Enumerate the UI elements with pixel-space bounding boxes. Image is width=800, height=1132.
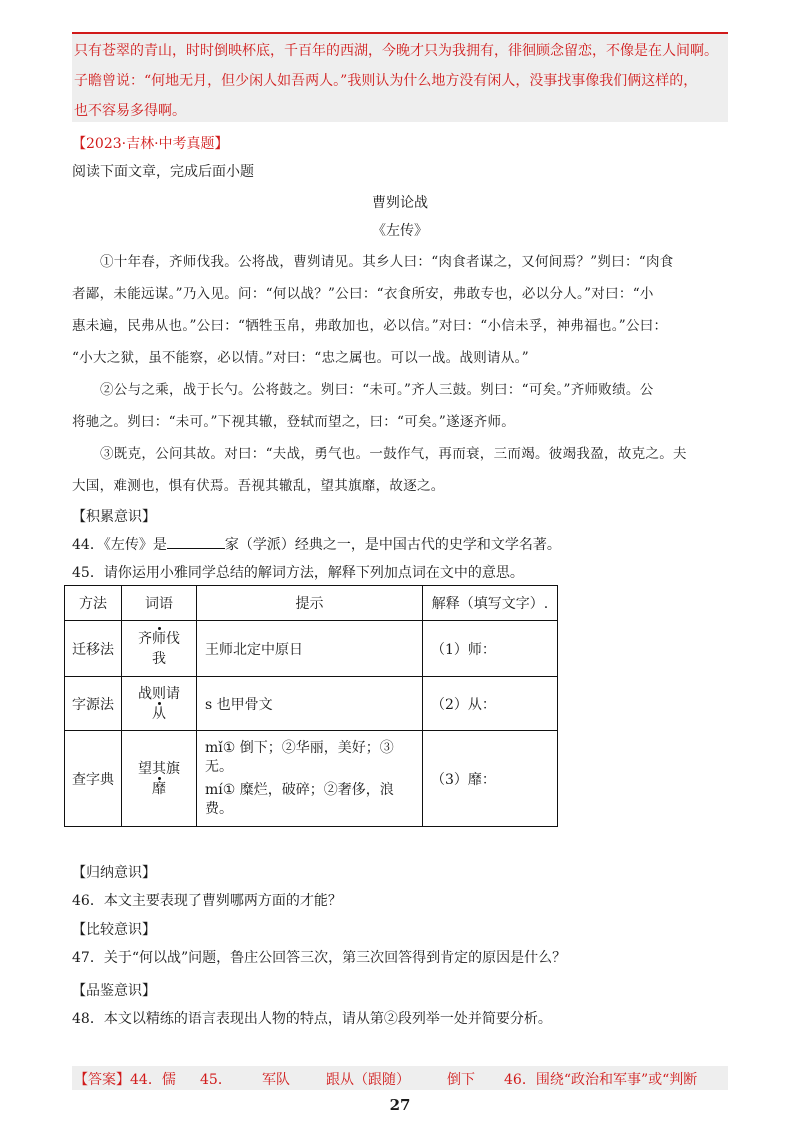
answer-45-3: 倒下 xyxy=(447,1072,475,1088)
answer-45-2: 跟从（跟随） xyxy=(326,1072,410,1088)
passage-line: ①十年春，齐师伐我。公将战，曹刿请见。其乡人曰：“肉食者谋之，又何间焉？”刿曰：“肉食 xyxy=(100,254,674,270)
answer-blank[interactable] xyxy=(167,536,225,549)
answer-cell[interactable]: （1）师： xyxy=(423,621,558,677)
section-heading: 【积累意识】 xyxy=(72,509,156,525)
question-44-text: 44．《左传》是 xyxy=(72,537,167,553)
page-number: 27 xyxy=(389,1096,411,1114)
table-header: 解释（填写文字）. xyxy=(423,586,558,621)
answer-46: 46．围绕“政治和军事”或“判断 xyxy=(504,1072,698,1088)
answer-cell[interactable]: （3）靡： xyxy=(423,731,558,827)
passage-line: 惠未遍，民弗从也。”公曰：“牺牲玉帛，弗敢加也，必以信。”对曰：“小信未孚，神弗福也。”公曰： xyxy=(72,318,668,334)
divider-line xyxy=(72,32,728,34)
question-46: 46．本文主要表现了曹刿哪两方面的才能？ xyxy=(72,893,342,909)
answer-45: 45． xyxy=(200,1072,232,1088)
answer-cell[interactable]: （2）从： xyxy=(423,677,558,731)
table-row xyxy=(65,677,558,731)
translation-block xyxy=(72,32,728,122)
table-row xyxy=(65,731,558,827)
answer-label: 【答案】 xyxy=(74,1072,130,1088)
passage-title: 曹刿论战 xyxy=(372,195,428,211)
method-cell: 字源法 xyxy=(65,677,122,731)
table-header: 词语 xyxy=(122,586,197,621)
table-header: 提示 xyxy=(197,586,423,621)
word-cell: 望其旗 靡 xyxy=(122,731,197,827)
section-heading: 【归纳意识】 xyxy=(72,865,156,881)
passage-line: 者鄙，未能远谋。”乃入见。问：“何以战？”公曰：“衣食所安，弗敢专也，必以分人。”对曰：“小 xyxy=(72,286,654,302)
table-header: 方法 xyxy=(65,586,122,621)
method-cell: 迁移法 xyxy=(65,621,122,677)
hint-cell: 王师北定中原日 xyxy=(197,621,423,677)
hint-cell: s 也甲骨文 xyxy=(197,677,423,731)
passage-line: 将驰之。刿曰：“未可。”下视其辙，登轼而望之，曰：“可矣。”遂逐齐师。 xyxy=(72,414,516,430)
dotted-char: 师 xyxy=(152,630,166,647)
section-heading: 【比较意识】 xyxy=(72,922,156,938)
source-tag: 【2023·吉林·中考真题】 xyxy=(72,136,229,152)
table-row xyxy=(65,621,558,677)
word-cell: 战则请 从 xyxy=(122,677,197,731)
question-44-text-rest: 家（学派）经典之一，是中国古代的史学和文学名著。 xyxy=(224,537,561,553)
instruction: 阅读下面文章，完成后面小题 xyxy=(72,164,254,180)
table-header-row xyxy=(65,586,558,621)
dotted-char: 从 xyxy=(152,705,166,722)
translation-line-2: 子瞻曾说：“何地无月，但少闲人如吾两人。”我则认为什么地方没有闲人，没事找事像我们俩这样的， xyxy=(74,73,698,89)
question-47: 47．关于“何以战”问题，鲁庄公回答三次，第三次回答得到肯定的原因是什么？ xyxy=(72,950,567,966)
method-table xyxy=(64,585,558,827)
word-cell: 齐师伐 我 xyxy=(122,621,197,677)
translation-line-1: 只有苍翠的青山，时时倒映杯底，千百年的西湖，今晚才只为我拥有，徘徊顾念留恋，不像是在人间啊。 xyxy=(74,43,718,59)
section-heading: 【品鉴意识】 xyxy=(72,983,156,999)
answer-45-1: 军队 xyxy=(262,1072,290,1088)
passage-line: ③既克，公问其故。对曰：“夫战，勇气也。一鼓作气，再而衰，三而竭。彼竭我盈，故克之。夫 xyxy=(100,446,687,462)
hint-cell: mǐ① 倒下；②华丽，美好；③ 无。 mí① 糜烂，破碎；②奢侈，浪 费。 xyxy=(197,731,423,827)
dotted-char: 靡 xyxy=(152,780,166,797)
passage-line: ②公与之乘，战于长勺。公将鼓之。刿曰：“未可。”齐人三鼓。刿曰：“可矣。”齐师败绩。公 xyxy=(100,382,654,398)
answer-44: 44．儒 xyxy=(130,1072,176,1088)
question-44 xyxy=(72,534,561,554)
question-48: 48．本文以精练的语言表现出人物的特点，请从第②段列举一处并简要分析。 xyxy=(72,1011,552,1027)
answer-row xyxy=(72,1066,728,1090)
passage-source: 《左传》 xyxy=(372,223,428,239)
question-45: 45．请你运用小雅同学总结的解词方法，解释下列加点词在文中的意思。 xyxy=(72,565,524,581)
translation-line-3: 也不容易多得啊。 xyxy=(74,103,186,119)
passage-line: “小大之狱，虽不能察，必以情。”对曰：“忠之属也。可以一战。战则请从。” xyxy=(72,350,529,366)
passage-line: 大国，难测也，惧有伏焉。吾视其辙乱，望其旗靡，故逐之。 xyxy=(72,478,445,494)
method-cell: 查字典 xyxy=(65,731,122,827)
